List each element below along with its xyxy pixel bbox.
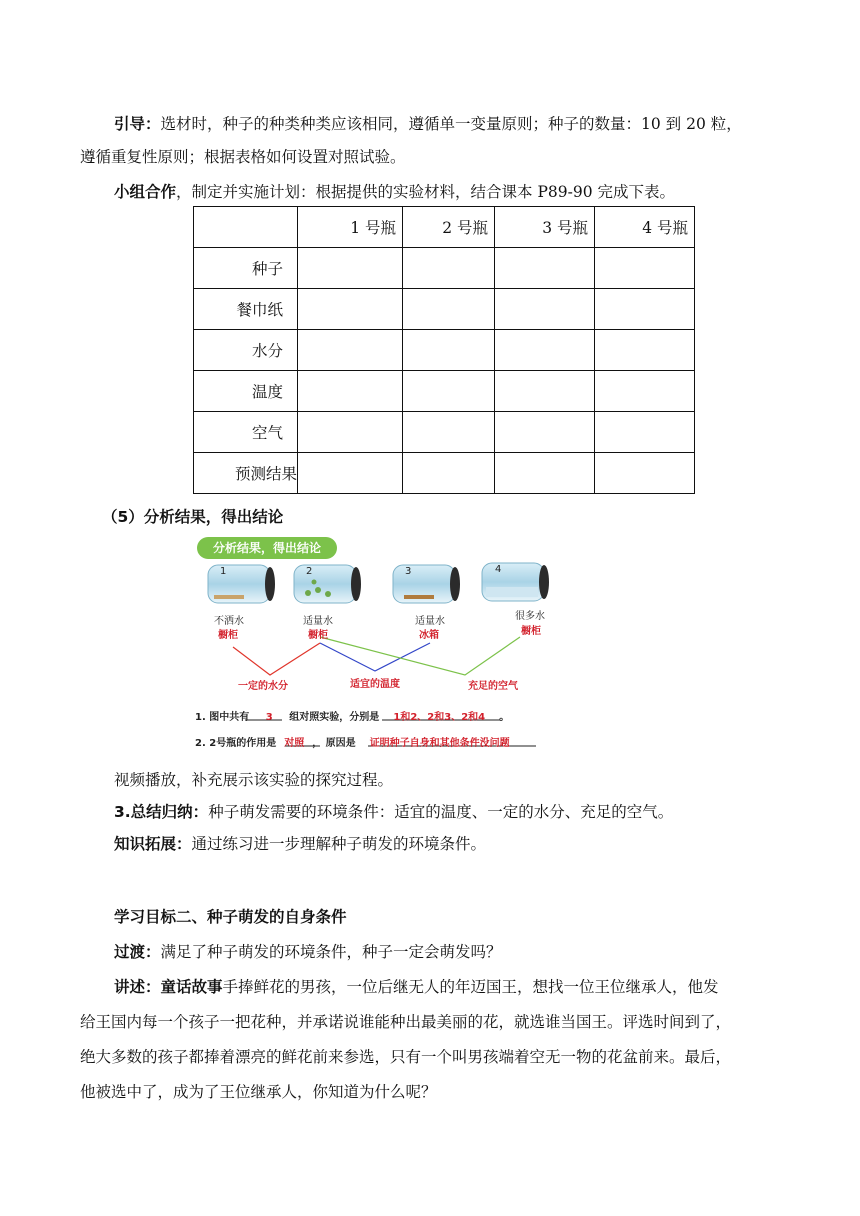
story-paragraph-line4: 他被选中了，成为了王位继承人，你知道为什么呢？ xyxy=(80,1083,437,1101)
table-cell xyxy=(298,371,403,412)
bottle-2-number: 2 xyxy=(306,566,313,577)
bottle-1-water: 不洒水 xyxy=(214,616,244,627)
summary-label: 3.总结归纳： xyxy=(114,803,209,821)
table-cell xyxy=(495,453,595,494)
transition-paragraph xyxy=(114,940,502,962)
table-row xyxy=(194,248,695,289)
table-row xyxy=(194,289,695,330)
table-cell xyxy=(403,248,495,289)
group-work-paragraph xyxy=(114,180,675,202)
extension-text: 通过练习进一步理解种子萌发的环境条件。 xyxy=(191,835,487,853)
table-cell xyxy=(595,371,695,412)
bottle-1-number: 1 xyxy=(220,566,227,577)
extension-label: 知识拓展： xyxy=(114,835,192,853)
transition-label: 过渡： xyxy=(114,943,161,961)
table-row xyxy=(194,371,695,412)
figure-banner: 分析结果，得出结论 xyxy=(197,537,337,559)
condition-temperature: 适宜的温度 xyxy=(350,679,400,690)
q1-answer-pairs: 1和2、2和3、2和4 xyxy=(393,712,486,723)
table-cell xyxy=(595,412,695,453)
group-work-text: ，制定并实施计划：根据提供的实验材料，结合课本 P89-90 完成下表。 xyxy=(176,183,675,201)
q1-end: 。 xyxy=(499,712,510,723)
figure-question-1 xyxy=(195,708,509,723)
table-cell xyxy=(595,330,695,371)
group-work-label: 小组合作 xyxy=(114,183,177,201)
table-cell xyxy=(298,289,403,330)
table-row-label: 种子 xyxy=(194,248,298,289)
bottle-3-number: 3 xyxy=(405,566,412,577)
table-cell xyxy=(595,453,695,494)
q2-answer-reason: 证明种子自身和其他条件没问题 xyxy=(369,738,510,749)
temperature-connector-line xyxy=(320,643,430,671)
bottle-2-icon xyxy=(294,565,361,603)
figure-question-2 xyxy=(195,734,524,749)
table-cell xyxy=(495,248,595,289)
q1-prefix: 1. 图中共有 xyxy=(195,712,250,723)
bottle-4-icon xyxy=(482,563,549,601)
q2-answer-role: 对照 xyxy=(284,738,305,749)
table-cell xyxy=(403,330,495,371)
table-header-cell: 3 号瓶 xyxy=(495,207,595,248)
water-connector-line xyxy=(233,643,320,675)
guide-label: 引导： xyxy=(114,115,161,133)
story-text-1: 手捧鲜花的男孩，一位后继无人的年迈国王，想找一位王位继承人，他发 xyxy=(222,978,719,996)
table-cell xyxy=(298,248,403,289)
video-paragraph: 视频播放，补充展示该实验的探究过程。 xyxy=(114,771,394,789)
table-cell xyxy=(298,453,403,494)
bottle-1-icon xyxy=(208,565,275,603)
condition-water: 一定的水分 xyxy=(238,681,288,692)
table-header-cell: 1 号瓶 xyxy=(298,207,403,248)
table-cell xyxy=(495,330,595,371)
story-paragraph-line3: 绝大多数的孩子都捧着漂亮的鲜花前来参选，只有一个叫男孩端着空无一物的花盆前来。最后， xyxy=(80,1048,732,1066)
table-row-label: 空气 xyxy=(194,412,298,453)
story-paragraph-line1 xyxy=(114,975,719,997)
q2-middle: ， 原因是 xyxy=(312,738,356,749)
bottle-4-water: 很多水 xyxy=(515,611,545,622)
guide-text-1: 选材时，种子的种类种类应该相同，遵循单一变量原则；种子的数量：10 到 20 粒， xyxy=(160,115,742,133)
bottle-3-water: 适量水 xyxy=(415,616,445,627)
bottle-3-icon xyxy=(393,565,460,603)
bottle-2-water: 适量水 xyxy=(303,616,333,627)
table-cell xyxy=(495,412,595,453)
table-row-label: 水分 xyxy=(194,330,298,371)
table-row xyxy=(194,330,695,371)
section-5-heading: （5）分析结果，得出结论 xyxy=(102,508,284,526)
analysis-figure xyxy=(190,535,550,750)
table-header-cell: 4 号瓶 xyxy=(595,207,695,248)
summary-text: 种子萌发需要的环境条件：适宜的温度、一定的水分、充足的空气。 xyxy=(208,803,674,821)
table-corner-cell xyxy=(194,207,298,248)
table-cell xyxy=(495,289,595,330)
summary-paragraph xyxy=(114,800,673,822)
bottle-2-place: 橱柜 xyxy=(308,630,328,641)
story-paragraph-line2: 给王国内每一个孩子一把花种，并承诺说谁能种出最美丽的花，就选谁当国王。评选时间到了， xyxy=(80,1013,732,1031)
table-cell xyxy=(595,289,695,330)
bottle-4-place: 橱柜 xyxy=(521,626,541,637)
story-label: 讲述： xyxy=(114,978,161,996)
table-cell xyxy=(403,412,495,453)
table-header-cell: 2 号瓶 xyxy=(403,207,495,248)
table-header-row xyxy=(194,207,695,248)
table-row-label: 温度 xyxy=(194,371,298,412)
table-row-label: 餐巾纸 xyxy=(194,289,298,330)
experiment-plan-table xyxy=(193,206,695,494)
guide-paragraph-line1 xyxy=(114,112,742,134)
extension-paragraph xyxy=(114,832,486,854)
transition-text: 满足了种子萌发的环境条件，种子一定会萌发吗？ xyxy=(160,943,502,961)
condition-air: 充足的空气 xyxy=(468,681,518,692)
table-cell xyxy=(495,371,595,412)
table-row-label: 预测结果 xyxy=(194,453,298,494)
table-row xyxy=(194,412,695,453)
guide-paragraph-line2: 遵循重复性原则；根据表格如何设置对照试验。 xyxy=(80,148,406,166)
table-cell xyxy=(403,453,495,494)
table-cell xyxy=(298,330,403,371)
air-connector-line xyxy=(320,637,520,675)
bottle-3-place: 冰箱 xyxy=(419,630,439,641)
table-cell xyxy=(403,371,495,412)
story-label-2: 童话故事 xyxy=(160,978,223,996)
table-row xyxy=(194,453,695,494)
q2-prefix: 2. 2号瓶的作用是 xyxy=(195,738,277,749)
table-cell xyxy=(403,289,495,330)
objective-2-heading: 学习目标二、种子萌发的自身条件 xyxy=(114,908,347,926)
q1-answer-count: 3 xyxy=(265,712,273,723)
bottle-4-number: 4 xyxy=(495,564,502,575)
table-cell xyxy=(595,248,695,289)
q1-middle: 组对照实验，分别是 xyxy=(289,712,380,723)
table-cell xyxy=(298,412,403,453)
bottle-1-place: 橱柜 xyxy=(218,630,238,641)
